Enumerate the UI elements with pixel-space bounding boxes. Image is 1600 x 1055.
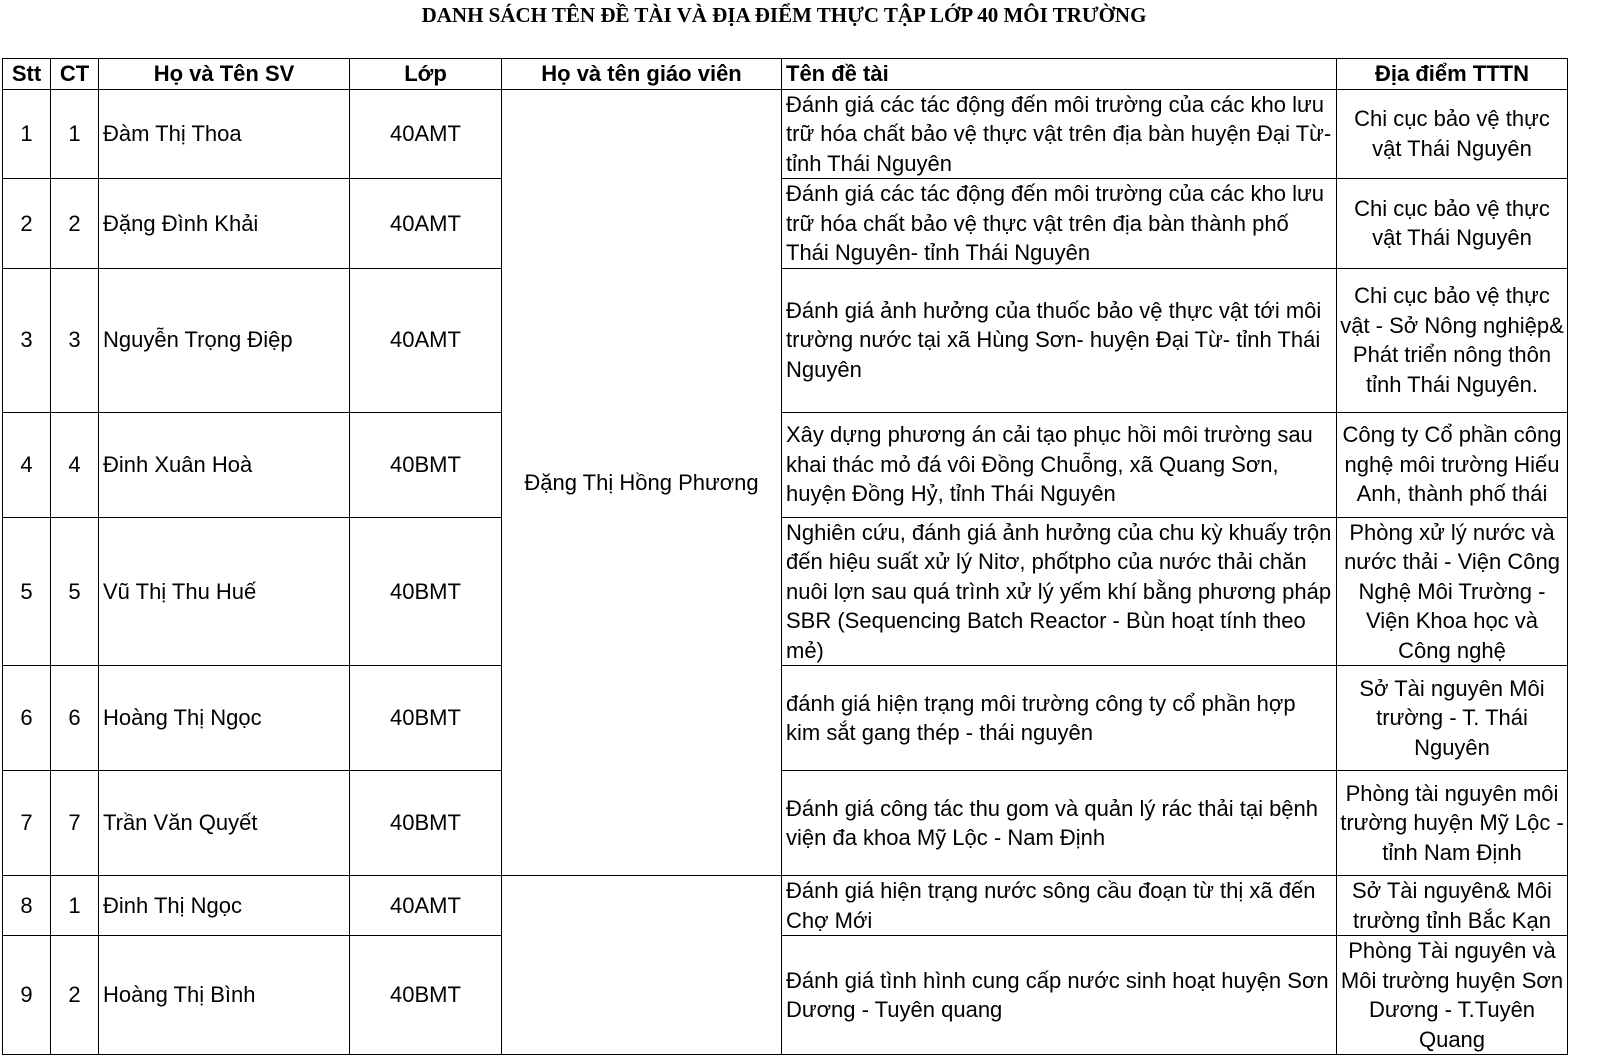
- student-name-cell: Đinh Xuân Hoà: [99, 412, 350, 517]
- student-name-cell: Nguyễn Trọng Điệp: [99, 268, 350, 412]
- student-name-cell: Hoàng Thị Bình: [99, 936, 350, 1055]
- header-stt: Stt: [3, 59, 51, 90]
- location-cell: Sở Tài nguyên& Môi trường tỉnh Bắc Kạn: [1337, 876, 1568, 936]
- stt-cell: 6: [3, 666, 51, 771]
- location-cell: Công ty Cổ phần công nghệ môi trường Hiếu Anh, thành phố thái: [1337, 412, 1568, 517]
- header-teacher: Họ và tên giáo viên: [502, 59, 782, 90]
- topic-cell: Đánh giá tình hình cung cấp nước sinh hoạt huyện Sơn Dương - Tuyên quang: [782, 936, 1337, 1055]
- header-class: Lớp: [350, 59, 502, 90]
- location-cell: Chi cục bảo vệ thực vật - Sở Nông nghiệp& Phát triển nông thôn tỉnh Thái Nguyên.: [1337, 268, 1568, 412]
- header-ct: CT: [51, 59, 99, 90]
- ct-cell: 6: [51, 666, 99, 771]
- topic-cell: Đánh giá các tác động đến môi trường của các kho lưu trữ hóa chất bảo vệ thực vật trên địa bàn thành phố Thái Nguyên- tỉnh Thái Nguyên: [782, 179, 1337, 269]
- header-location: Địa điểm TTTN: [1337, 59, 1568, 90]
- header-row: [3, 59, 1568, 90]
- table-row: [3, 771, 1568, 876]
- location-cell: Chi cục bảo vệ thực vật Thái Nguyên: [1337, 89, 1568, 179]
- class-cell: 40AMT: [350, 179, 502, 269]
- table-row: [3, 666, 1568, 771]
- class-cell: 40BMT: [350, 517, 502, 666]
- stt-cell: 3: [3, 268, 51, 412]
- student-name-cell: Đàm Thị Thoa: [99, 89, 350, 179]
- location-cell: Phòng xử lý nước và nước thải - Viện Công Nghệ Môi Trường - Viện Khoa học và Công nghệ: [1337, 517, 1568, 666]
- header-student: Họ và Tên SV: [99, 59, 350, 90]
- ct-cell: 7: [51, 771, 99, 876]
- table-row: [3, 179, 1568, 269]
- stt-cell: 7: [3, 771, 51, 876]
- student-name-cell: Đinh Thị Ngọc: [99, 876, 350, 936]
- internship-table: [2, 58, 1568, 1055]
- ct-cell: 1: [51, 89, 99, 179]
- student-name-cell: Trần Văn Quyết: [99, 771, 350, 876]
- ct-cell: 4: [51, 412, 99, 517]
- table-row: [3, 936, 1568, 1055]
- topic-cell: Xây dựng phương án cải tạo phục hồi môi trường sau khai thác mỏ đá vôi Đồng Chuỗng, xã Quang Sơn, huyện Đồng Hỷ, tỉnh Thái Nguyên: [782, 412, 1337, 517]
- topic-cell: Đánh giá công tác thu gom và quản lý rác thải tại bệnh viện đa khoa Mỹ Lộc - Nam Định: [782, 771, 1337, 876]
- stt-cell: 2: [3, 179, 51, 269]
- topic-cell: Đánh giá ảnh hưởng của thuốc bảo vệ thực vật tới môi trường nước tại xã Hùng Sơn- huyện Đại Từ- tỉnh Thái Nguyên: [782, 268, 1337, 412]
- table-row: [3, 517, 1568, 666]
- topic-cell: đánh giá hiện trạng môi trường công ty cổ phần hợp kim sắt gang thép - thái nguyên: [782, 666, 1337, 771]
- teacher-cell: [502, 876, 782, 1055]
- student-name-cell: Vũ Thị Thu Huế: [99, 517, 350, 666]
- class-cell: 40BMT: [350, 412, 502, 517]
- ct-cell: 3: [51, 268, 99, 412]
- ct-cell: 2: [51, 936, 99, 1055]
- topic-cell: Đánh giá các tác động đến môi trường của các kho lưu trữ hóa chất bảo vệ thực vật trên địa bàn huyện Đại Từ- tỉnh Thái Nguyên: [782, 89, 1337, 179]
- stt-cell: 1: [3, 89, 51, 179]
- class-cell: 40BMT: [350, 666, 502, 771]
- class-cell: 40AMT: [350, 268, 502, 412]
- ct-cell: 1: [51, 876, 99, 936]
- location-cell: Phòng tài nguyên môi trường huyện Mỹ Lộc - tỉnh Nam Định: [1337, 771, 1568, 876]
- location-cell: Phòng Tài nguyên và Môi trường huyện Sơn Dương - T.Tuyên Quang: [1337, 936, 1568, 1055]
- table-row: [3, 268, 1568, 412]
- ct-cell: 5: [51, 517, 99, 666]
- stt-cell: 5: [3, 517, 51, 666]
- class-cell: 40BMT: [350, 771, 502, 876]
- location-cell: Chi cục bảo vệ thực vật Thái Nguyên: [1337, 179, 1568, 269]
- student-name-cell: Hoàng Thị Ngọc: [99, 666, 350, 771]
- student-name-cell: Đặng Đình Khải: [99, 179, 350, 269]
- table-row: [3, 412, 1568, 517]
- class-cell: 40BMT: [350, 936, 502, 1055]
- topic-cell: Đánh giá hiện trạng nước sông cầu đoạn từ thị xã đến Chợ Mới: [782, 876, 1337, 936]
- class-cell: 40AMT: [350, 89, 502, 179]
- table-row: [3, 89, 1568, 179]
- location-cell: Sở Tài nguyên Môi trường - T. Thái Nguyên: [1337, 666, 1568, 771]
- stt-cell: 9: [3, 936, 51, 1055]
- ct-cell: 2: [51, 179, 99, 269]
- teacher-cell: Đặng Thị Hồng Phương: [502, 89, 782, 876]
- header-topic: Tên đề tài: [782, 59, 1337, 90]
- page-title: DANH SÁCH TÊN ĐỀ TÀI VÀ ĐỊA ĐIỂM THỰC TẬP LỚP 40 MÔI TRƯỜNG: [421, 3, 1147, 27]
- stt-cell: 8: [3, 876, 51, 936]
- stt-cell: 4: [3, 412, 51, 517]
- class-cell: 40AMT: [350, 876, 502, 936]
- topic-cell: Nghiên cứu, đánh giá ảnh hưởng của chu kỳ khuấy trộn đến hiệu suất xử lý Nitơ, phốtpho của nước thải chăn nuôi lợn sau quá trình xử lý yếm khí bằng phương pháp SBR (Sequencing Batch Reactor - Bùn hoạt tính theo mẻ): [782, 517, 1337, 666]
- table-row: [3, 876, 1568, 936]
